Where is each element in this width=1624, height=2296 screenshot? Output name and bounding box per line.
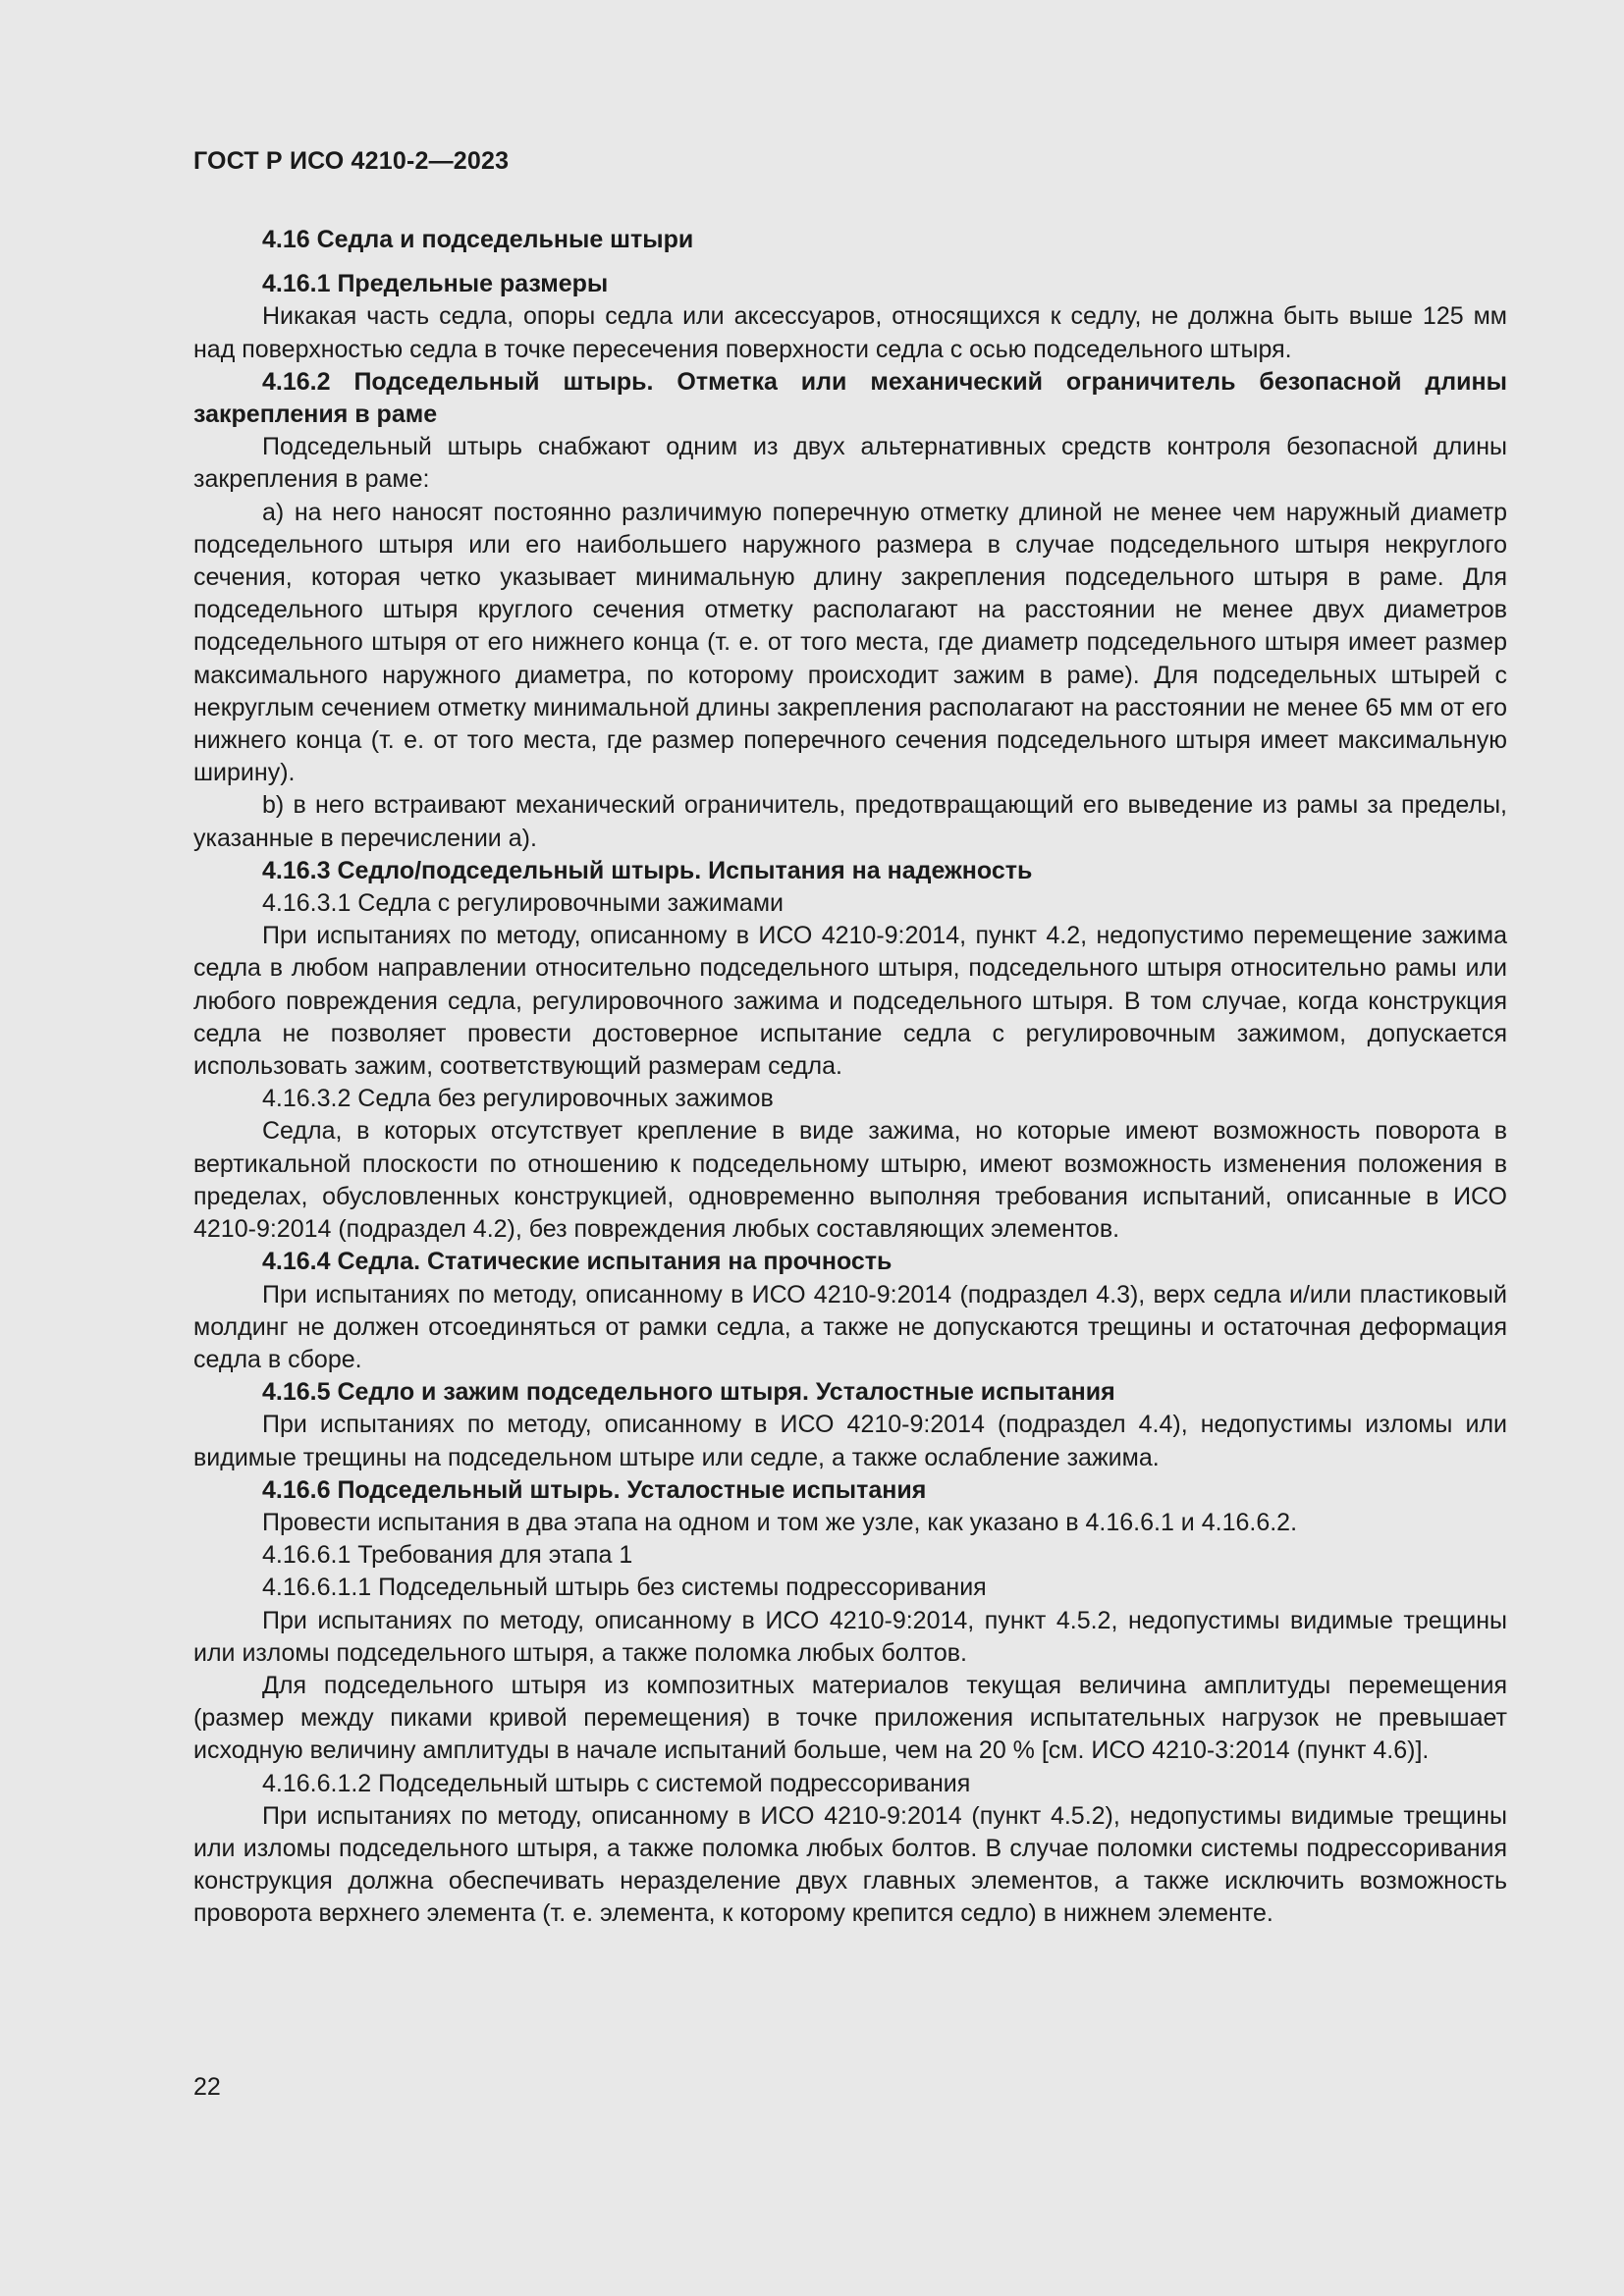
document-header: ГОСТ Р ИСО 4210-2—2023 — [193, 147, 510, 175]
paragraph-4-16-3-1: При испытаниях по методу, описанному в ИСО 4210-9:2014, пункт 4.2, недопустимо перемещение зажима седла в любом направлении относительно подседельного штыря, подседельного штыря относительно рамы или любого повреждения седла, регулировочного зажима и подседельного штыря. В том случае, когда конструкция седла не позволяет провести достоверное испытание седла с регулировочным зажимом, допускается использовать зажим, соответствующий размерам седла. — [193, 922, 1507, 1081]
paragraph-4-16-5: При испытаниях по методу, описанному в ИСО 4210-9:2014 (подраздел 4.4), недопустимы изломы или видимые трещины на подседельном штыре или седле, а также ослабление зажима. — [193, 1411, 1507, 1471]
document-body — [193, 224, 1507, 1931]
paragraph-4-16-2-intro: Подседельный штырь снабжают одним из двух альтернативных средств контроля безопасной длины закрепления в раме: — [193, 433, 1507, 494]
paragraph-4-16-6-1-1-b: Для подседельного штыря из композитных материалов текущая величина амплитуды перемещения (размер между пиками кривой перемещения) в точке приложения испытательных нагрузок не превышает исходную величину амплитуды в начале испытаний больше, чем на 20 % [см. ИСО 4210-3:2014 (пункт 4.6)]. — [193, 1671, 1507, 1765]
section-heading-4-16-3: 4.16.3 Седло/подседельный штырь. Испытания на надежность — [262, 856, 1033, 884]
paragraph-4-16-6-1-1-a: При испытаниях по методу, описанному в ИСО 4210-9:2014, пункт 4.5.2, недопустимы видимые трещины или изломы подседельного штыря, а также поломка любых болтов. — [193, 1606, 1507, 1667]
paragraph-4-16-4: При испытаниях по методу, описанному в ИСО 4210-9:2014 (подраздел 4.3), верх седла и/или пластиковый молдинг не должен отсоединяться от рамки седла, а также не допускаются трещины и остаточная деформация седла в сборе. — [193, 1280, 1507, 1373]
page-number: 22 — [193, 2073, 221, 2101]
list-item-a: а) на него наносят постоянно различимую поперечную отметку длиной не менее чем наружный диаметр подседельного штыря или его наибольшего наружного размера в случае подседельного штыря некруглого сечения, которая четко указывает минимальную длину закрепления подседельного штыря в раме. Для подседельного штыря круглого сечения отметку располагают на расстоянии не менее двух диаметров подседельного штыря от его нижнего конца (т. е. от того места, где диаметр подседельного штыря имеет размер максимального наружного диаметра, по которому происходит зажим в раме). Для подседельных штырей с некруглым сечением отметку минимальной длины закрепления располагают на расстоянии не менее 65 мм от его нижнего конца (т. е. от того места, где размер поперечного сечения подседельного штыря имеет максимальную ширину). — [193, 498, 1507, 787]
subsection-heading-4-16-3-1: 4.16.3.1 Седла с регулировочными зажимами — [262, 889, 784, 918]
section-heading-4-16-2: 4.16.2 Подседельный штырь. Отметка или механический ограничитель безопасной длины закрепления в раме — [193, 367, 1507, 429]
section-heading-4-16-1: 4.16.1 Предельные размеры — [262, 270, 609, 298]
paragraph-4-16-6-1-2: При испытаниях по методу, описанному в ИСО 4210-9:2014 (пункт 4.5.2), недопустимы видимые трещины или изломы подседельного штыря, а также поломка любых болтов. В случае поломки системы подрессоривания конструкция должна обеспечивать неразделение двух главных элементов, а также исключить возможность проворота верхнего элемента (т. е. элемента, к которому крепится седло) в нижнем элементе. — [193, 1801, 1507, 1928]
section-heading-4-16-6: 4.16.6 Подседельный штырь. Усталостные испытания — [262, 1475, 927, 1504]
paragraph-4-16-6: Провести испытания в два этапа на одном и том же узле, как указано в 4.16.6.1 и 4.16.6.2. — [262, 1508, 1298, 1536]
subsection-heading-4-16-3-2: 4.16.3.2 Седла без регулировочных зажимов — [262, 1085, 774, 1113]
section-heading-4-16-4: 4.16.4 Седла. Статические испытания на прочность — [262, 1248, 893, 1276]
paragraph-4-16-3-2: Седла, в которых отсутствует крепление в виде зажима, но которые имеют возможность поворота в вертикальной плоскости по отношению к подседельному штырю, имеют возможность изменения положения в пределах, обусловленных конструкцией, одновременно выполняя требования испытаний, описанные в ИСО 4210-9:2014 (подраздел 4.2), без повреждения любых составляющих элементов. — [193, 1117, 1507, 1244]
subsection-heading-4-16-6-1-1: 4.16.6.1.1 Подседельный штырь без системы подрессоривания — [262, 1574, 987, 1602]
section-heading-4-16-5: 4.16.5 Седло и зажим подседельного штыря. Усталостные испытания — [262, 1378, 1115, 1407]
subsection-heading-4-16-6-1: 4.16.6.1 Требования для этапа 1 — [262, 1541, 633, 1570]
section-heading-4-16: 4.16 Седла и подседельные штыри — [262, 226, 694, 253]
subsection-heading-4-16-6-1-2: 4.16.6.1.2 Подседельный штырь с системой подрессоривания — [262, 1769, 971, 1797]
list-item-b: b) в него встраивают механический ограничитель, предотвращающий его выведение из рамы за пределы, указанные в перечислении а). — [193, 791, 1507, 852]
paragraph-4-16-1: Никакая часть седла, опоры седла или аксессуаров, относящихся к седлу, не должна быть выше 125 мм над поверхностью седла в точке пересечения поверхности седла с осью подседельного штыря. — [193, 302, 1507, 363]
